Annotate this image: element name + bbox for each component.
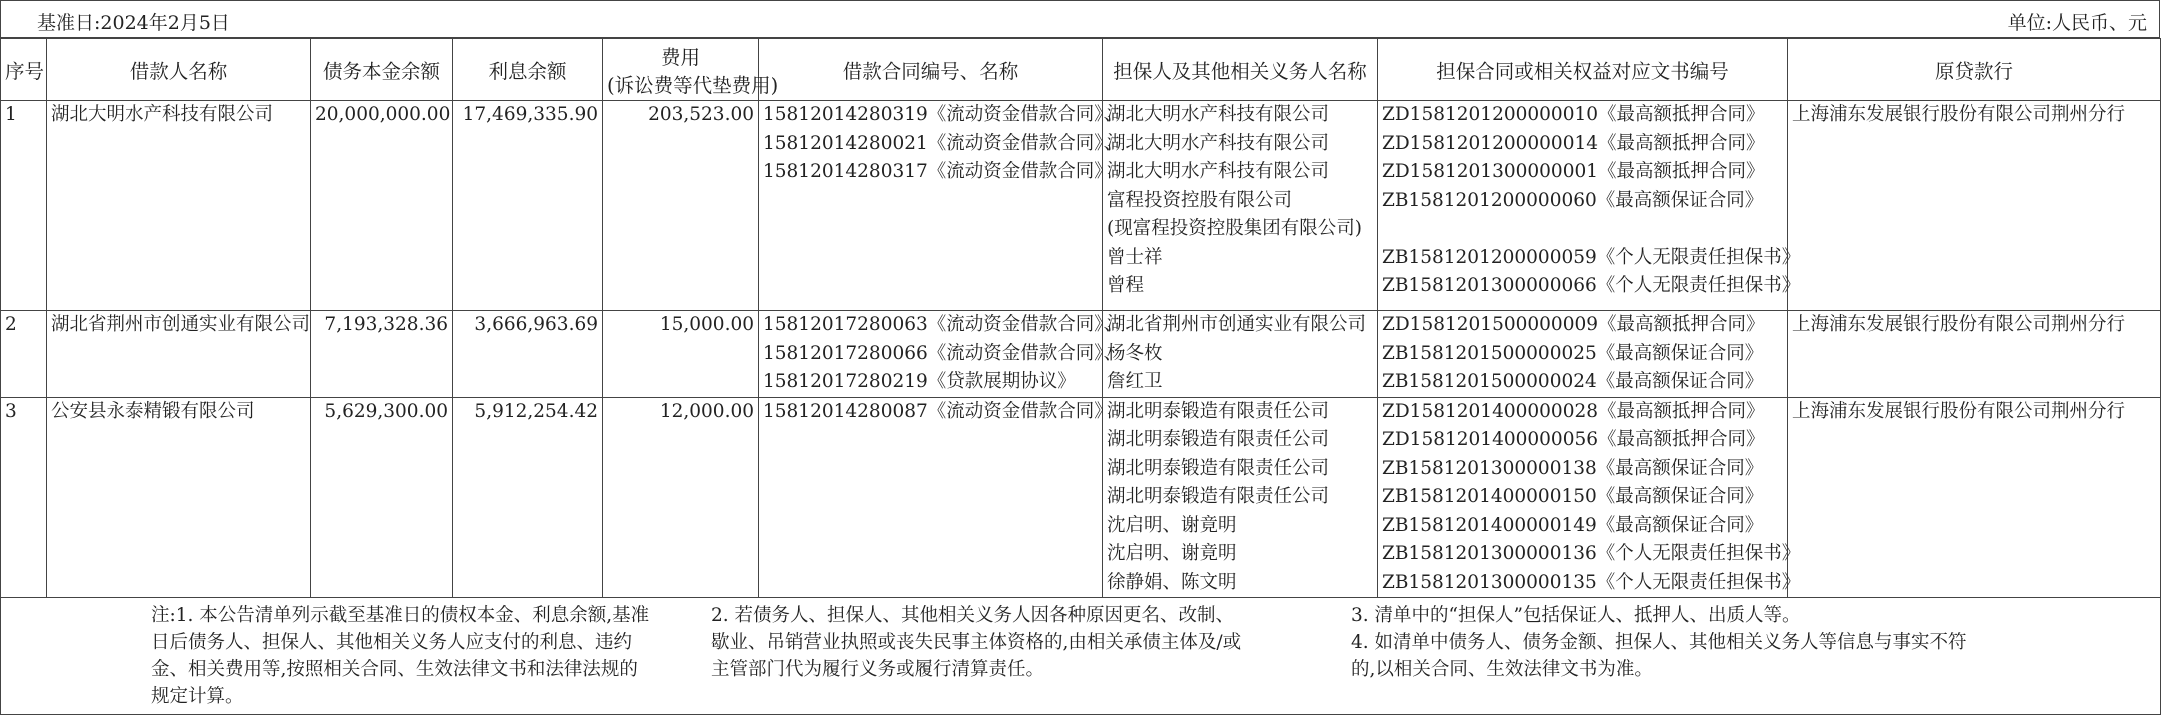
base-date: 基准日:2024年2月5日 xyxy=(37,12,230,34)
row-guarantee-docs xyxy=(1378,311,1788,398)
guarantor-item: 沈启明、谢竟明 xyxy=(1107,514,1237,536)
contract-item: 15812017280219《贷款展期协议》 xyxy=(763,371,1076,392)
debt-list-table xyxy=(0,38,2161,715)
row-seq: 2 xyxy=(1,311,47,398)
row-principal: 20,000,000.00 xyxy=(311,101,453,311)
row-bank: 上海浦东发展银行股份有限公司荆州分行 xyxy=(1788,101,2161,311)
contract-item: 15812014280087《流动资金借款合同》 xyxy=(763,400,1113,422)
row-seq: 1 xyxy=(1,101,47,311)
col-contract: 借款合同编号、名称 xyxy=(759,39,1103,101)
guarantor-item: 沈启明、谢竟明 xyxy=(1107,543,1237,564)
doc-item: ZD1581201400000028《最高额抵押合同》 xyxy=(1382,400,1765,422)
guarantor-item: 湖北大明水产科技有限公司 xyxy=(1107,104,1330,125)
currency-unit: 单位:人民币、元 xyxy=(2007,12,2147,34)
contract-item: 15812017280066《流动资金借款合同》、 xyxy=(763,342,1123,364)
row-guarantors xyxy=(1103,101,1378,311)
contract-item: 15812014280021《流动资金借款合同》、 xyxy=(763,132,1123,154)
table-header-bar xyxy=(0,0,2160,38)
guarantor-item: 徐静娟、陈文明 xyxy=(1107,571,1237,593)
row-interest: 3,666,963.69 xyxy=(453,311,603,398)
row-interest: 17,469,335.90 xyxy=(453,101,603,311)
col-guarantee-doc: 担保合同或相关权益对应文书编号 xyxy=(1378,39,1788,101)
col-fee-line1: 费用 xyxy=(660,45,700,69)
guarantor-item: 湖北省荆州市创通实业有限公司 xyxy=(1107,314,1367,335)
row-contracts xyxy=(759,311,1123,398)
doc-item: ZD1581201200000010《最高额抵押合同》 xyxy=(1382,104,1765,125)
col-bank: 原贷款行 xyxy=(1788,39,2161,101)
contract-item: 15812014280317《流动资金借款合同》 xyxy=(763,161,1113,182)
doc-item: ZB1581201400000150《最高额保证合同》 xyxy=(1382,486,1764,507)
guarantor-item: 湖北明泰锻造有限责任公司 xyxy=(1107,457,1330,479)
row-fee: 203,523.00 xyxy=(603,101,759,311)
notes-row xyxy=(1,598,2161,715)
row-fee: 15,000.00 xyxy=(603,311,759,398)
guarantor-item: 詹红卫 xyxy=(1107,371,1163,392)
note-4: 4. 如清单中债务人、债务金额、担保人、其他相关义务人等信息与事实不符的,以相关合同、生效法律文书为准。 xyxy=(1351,632,1967,680)
col-principal: 债务本金余额 xyxy=(311,39,453,101)
note-2: 2. 若债务人、担保人、其他相关义务人因各种原因更名、改制、歇业、吊销营业执照或丧失民事主体资格的,由相关承债主体及/或主管部门代为履行义务或履行清算责任。 xyxy=(711,605,1242,680)
row-borrower: 湖北省荆州市创通实业有限公司 xyxy=(47,311,311,398)
row-seq: 3 xyxy=(1,397,47,598)
row-bank: 上海浦东发展银行股份有限公司荆州分行 xyxy=(1788,311,2161,398)
row-borrower: 公安县永泰精锻有限公司 xyxy=(47,397,311,598)
doc-item: ZD1581201300000001《最高额抵押合同》 xyxy=(1382,161,1765,182)
row-guarantee-docs xyxy=(1378,101,1801,311)
doc-item: ZD1581201500000009《最高额抵押合同》 xyxy=(1382,314,1765,335)
table-row xyxy=(1,397,2161,598)
note-3: 3. 清单中的“担保人”包括保证人、抵押人、出质人等。 xyxy=(1351,605,1801,626)
notes-block xyxy=(11,602,2150,710)
row-guarantee-docs xyxy=(1378,397,1801,598)
row-fee: 12,000.00 xyxy=(603,397,759,598)
doc-item: ZB1581201300000138《最高额保证合同》 xyxy=(1382,457,1764,479)
doc-item: ZB1581201300000136《个人无限责任担保书》 xyxy=(1382,543,1801,564)
row-guarantors xyxy=(1103,397,1378,598)
contract-item: 15812017280063《流动资金借款合同》、 xyxy=(763,314,1123,335)
col-interest: 利息余额 xyxy=(453,39,603,101)
notes-cell xyxy=(1,598,2161,715)
column-header-row xyxy=(1,39,2161,101)
row-borrower: 湖北大明水产科技有限公司 xyxy=(47,101,311,311)
guarantor-item: 湖北大明水产科技有限公司 xyxy=(1107,161,1330,182)
col-fee xyxy=(603,39,779,101)
note-1: 注:1. 本公告清单列示截至基准日的债权本金、利息余额,基准日后债务人、担保人、其他相关义务人应支付的利息、违约金、相关费用等,按照相关合同、生效法律文书和法律法规的规定计算。 xyxy=(151,605,650,707)
row-bank: 上海浦东发展银行股份有限公司荆州分行 xyxy=(1788,397,2161,598)
guarantor-item: 湖北明泰锻造有限责任公司 xyxy=(1107,486,1330,507)
guarantor-item: 曾士祥 xyxy=(1107,246,1163,268)
guarantor-item: 湖北大明水产科技有限公司 xyxy=(1107,132,1330,154)
table-row xyxy=(1,311,2161,398)
guarantor-item: 湖北明泰锻造有限责任公司 xyxy=(1107,400,1330,422)
col-fee-line2: (诉讼费等代垫费用) xyxy=(607,73,779,97)
doc-item: ZB1581201500000024《最高额保证合同》 xyxy=(1382,371,1764,392)
row-contracts xyxy=(759,101,1123,311)
row-principal: 5,629,300.00 xyxy=(311,397,453,598)
guarantor-item: 湖北明泰锻造有限责任公司 xyxy=(1107,429,1330,450)
row-principal: 7,193,328.36 xyxy=(311,311,453,398)
contract-item: 15812014280319《流动资金借款合同》、 xyxy=(763,104,1123,125)
doc-item: ZD1581201200000014《最高额抵押合同》 xyxy=(1382,132,1765,154)
col-borrower: 借款人名称 xyxy=(47,39,311,101)
doc-item: ZD1581201400000056《最高额抵押合同》 xyxy=(1382,429,1765,450)
doc-item: ZB1581201200000059《个人无限责任担保书》 xyxy=(1382,246,1801,268)
row-contracts xyxy=(759,397,1113,598)
table-row xyxy=(1,101,2161,311)
doc-item: ZB1581201200000060《最高额保证合同》 xyxy=(1382,189,1764,211)
row-guarantors xyxy=(1103,311,1378,398)
doc-item: ZB1581201300000135《个人无限责任担保书》 xyxy=(1382,571,1801,593)
guarantor-item: 曾程 xyxy=(1107,275,1145,296)
doc-item: ZB1581201500000025《最高额保证合同》 xyxy=(1382,342,1764,364)
doc-item: ZB1581201400000149《最高额保证合同》 xyxy=(1382,514,1764,536)
guarantor-item: 杨冬枚 xyxy=(1107,342,1163,364)
col-guarantor: 担保人及其他相关义务人名称 xyxy=(1103,39,1378,101)
row-interest: 5,912,254.42 xyxy=(453,397,603,598)
doc-item: ZB1581201300000066《个人无限责任担保书》 xyxy=(1382,275,1801,296)
doc-item xyxy=(1382,215,1783,244)
guarantor-item: (现富程投资控股集团有限公司) xyxy=(1107,218,1362,239)
col-seq: 序号 xyxy=(1,39,47,101)
note-3-4 xyxy=(1251,602,1971,710)
guarantor-item: 富程投资控股有限公司 xyxy=(1107,189,1293,211)
